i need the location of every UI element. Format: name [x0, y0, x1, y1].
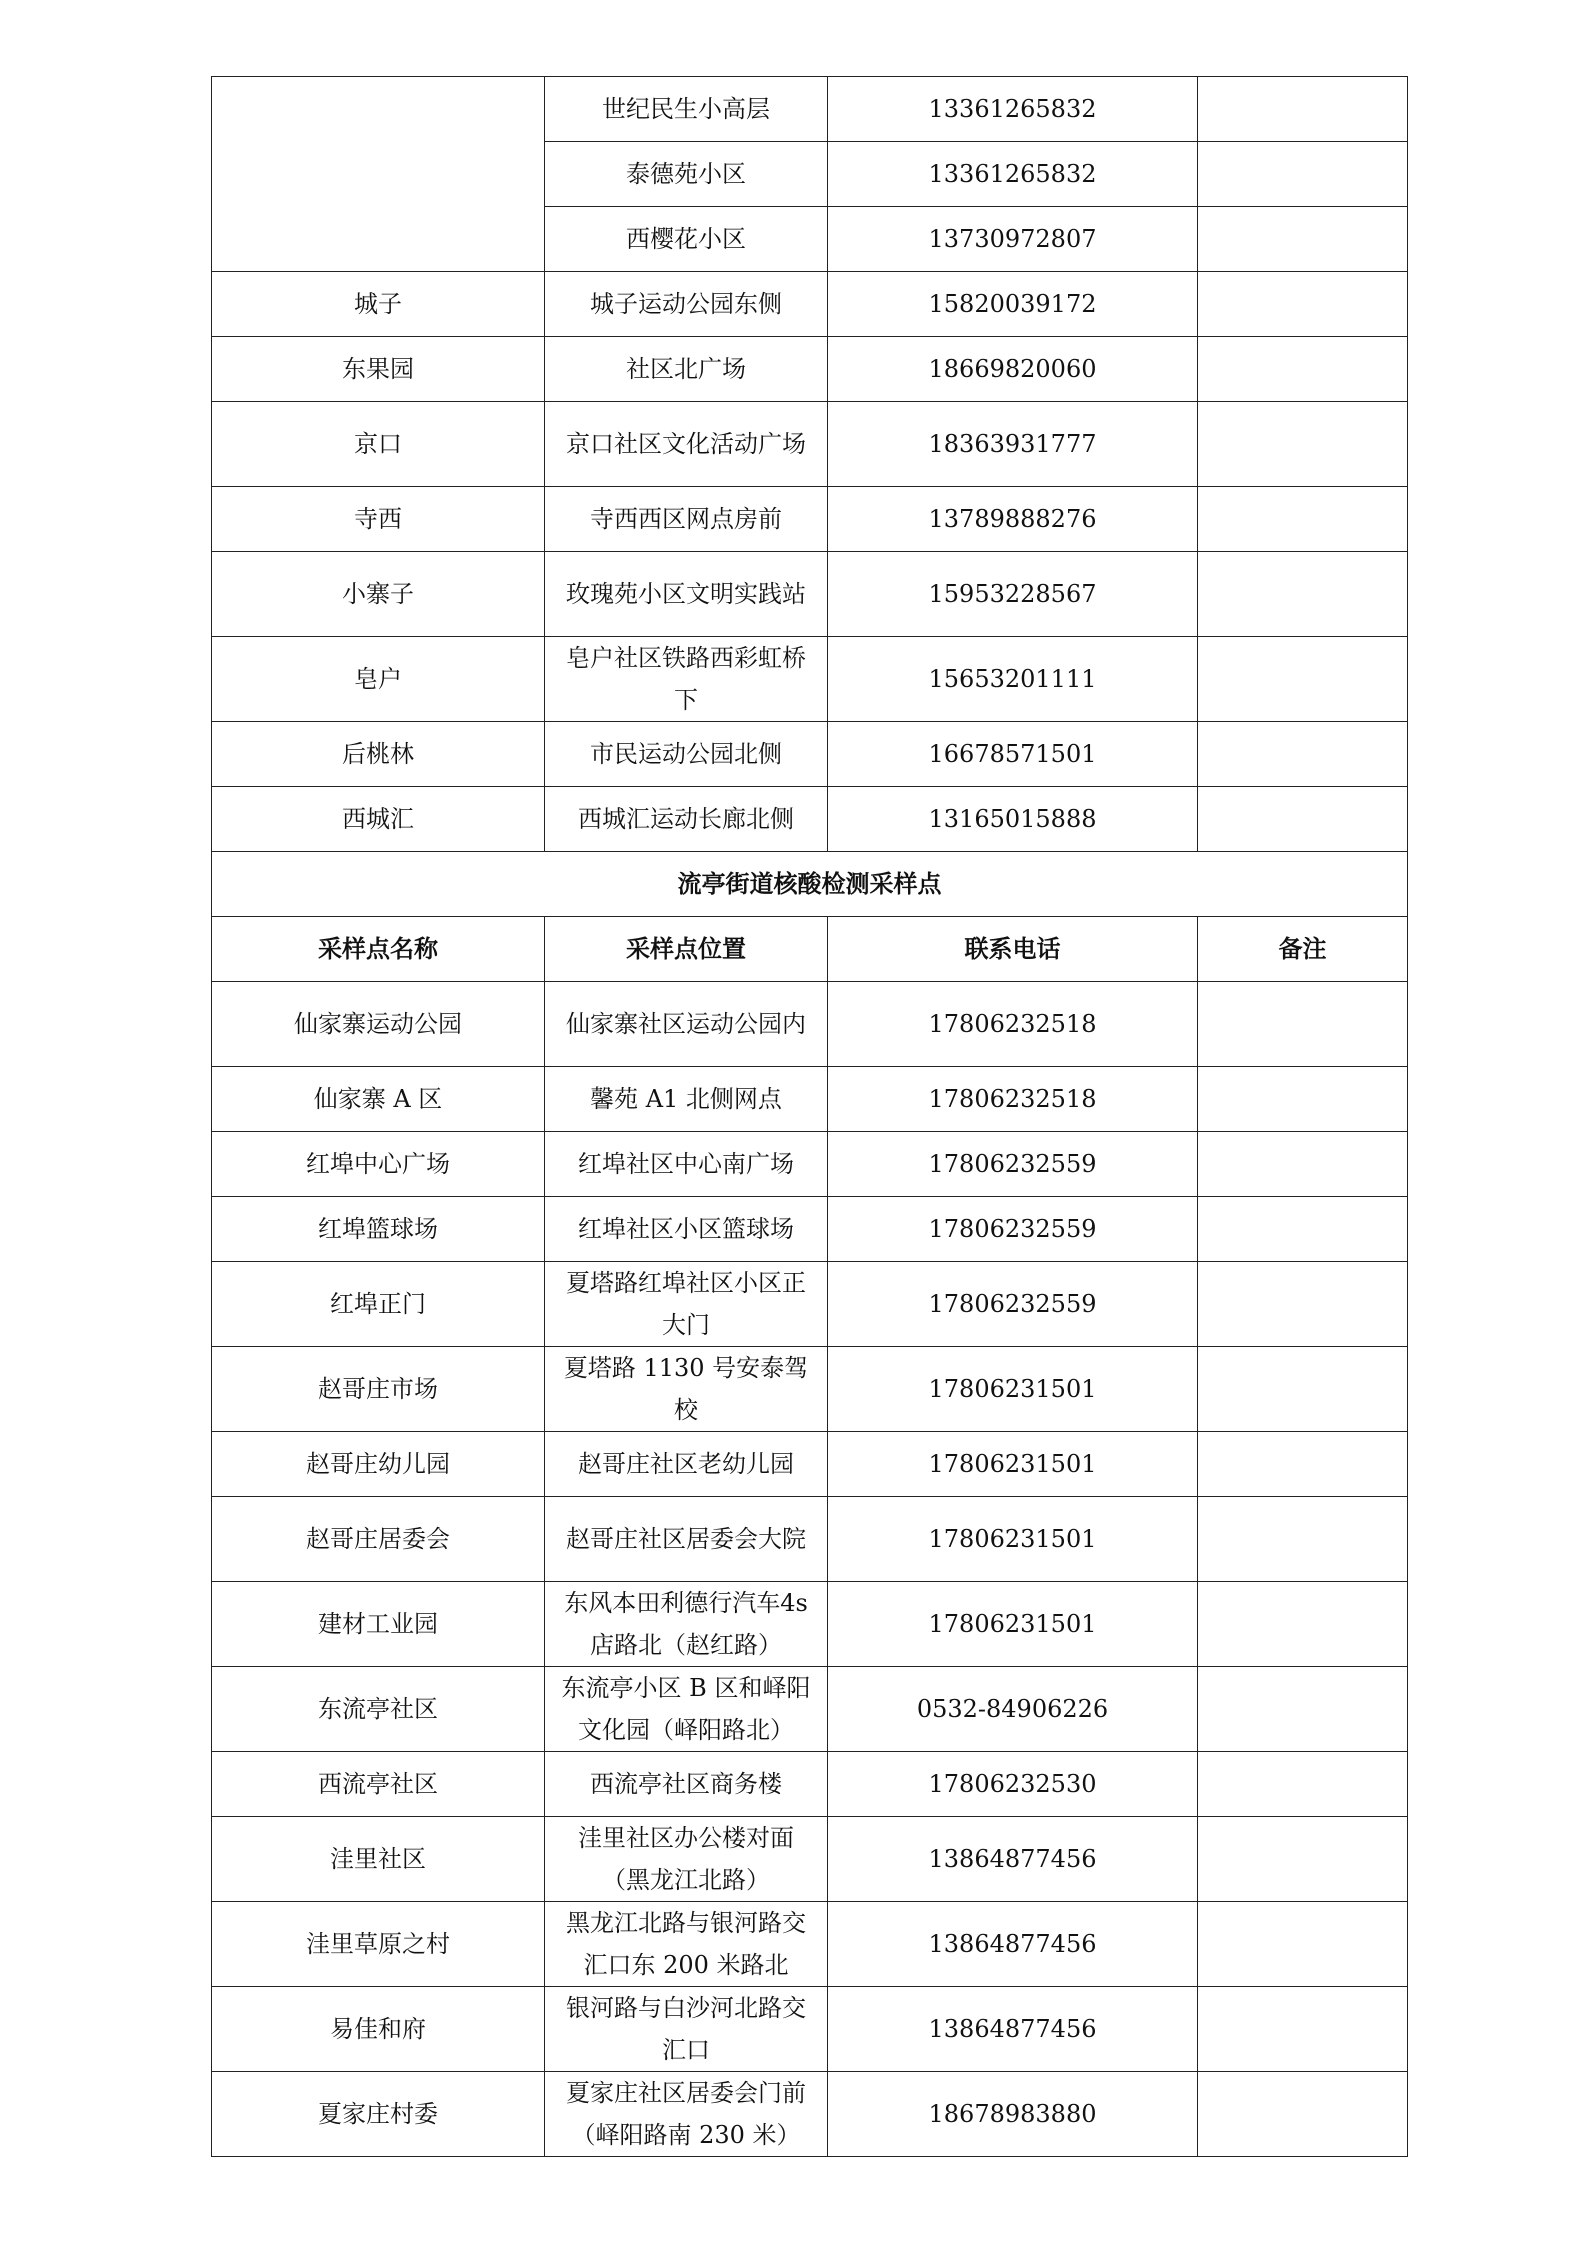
phone-cell: 17806232530 [828, 1752, 1198, 1817]
note-cell [1198, 337, 1408, 402]
phone-cell: 18363931777 [828, 402, 1198, 487]
note-cell [1198, 1347, 1408, 1432]
name-cell: 仙家寨 A 区 [212, 1067, 545, 1132]
location-cell: 皂户社区铁路西彩虹桥下 [545, 637, 828, 722]
phone-cell: 13165015888 [828, 787, 1198, 852]
phone-cell: 13864877456 [828, 1817, 1198, 1902]
location-cell: 寺西西区网点房前 [545, 487, 828, 552]
table-row [212, 1817, 1408, 1902]
phone-cell: 15653201111 [828, 637, 1198, 722]
name-cell: 红埠正门 [212, 1262, 545, 1347]
phone-cell: 17806231501 [828, 1347, 1198, 1432]
note-cell [1198, 1902, 1408, 1987]
name-cell: 城子 [212, 272, 545, 337]
phone-cell: 17806232518 [828, 982, 1198, 1067]
table-row [212, 1432, 1408, 1497]
location-cell: 黑龙江北路与银河路交汇口东 200 米路北 [545, 1902, 828, 1987]
table-row [212, 1987, 1408, 2072]
table-row [212, 1067, 1408, 1132]
location-cell: 京口社区文化活动广场 [545, 402, 828, 487]
name-cell [212, 77, 545, 272]
name-cell: 东果园 [212, 337, 545, 402]
note-cell [1198, 1497, 1408, 1582]
note-cell [1198, 207, 1408, 272]
phone-cell: 17806231501 [828, 1582, 1198, 1667]
phone-cell: 15820039172 [828, 272, 1198, 337]
location-cell: 洼里社区办公楼对面（黑龙江北路） [545, 1817, 828, 1902]
table-row [212, 1132, 1408, 1197]
note-cell [1198, 1197, 1408, 1262]
table-row [212, 77, 1408, 142]
note-cell [1198, 1582, 1408, 1667]
header-row [212, 917, 1408, 982]
location-cell: 市民运动公园北侧 [545, 722, 828, 787]
note-cell [1198, 402, 1408, 487]
location-cell: 馨苑 A1 北侧网点 [545, 1067, 828, 1132]
table-row [212, 552, 1408, 637]
table-row [212, 487, 1408, 552]
note-cell [1198, 1667, 1408, 1752]
note-cell [1198, 982, 1408, 1067]
location-cell: 社区北广场 [545, 337, 828, 402]
name-cell: 京口 [212, 402, 545, 487]
phone-cell: 17806231501 [828, 1497, 1198, 1582]
location-cell: 红埠社区中心南广场 [545, 1132, 828, 1197]
table-row [212, 1497, 1408, 1582]
header-note: 备注 [1198, 917, 1408, 982]
location-cell: 泰德苑小区 [545, 142, 828, 207]
table-row [212, 722, 1408, 787]
location-cell: 城子运动公园东侧 [545, 272, 828, 337]
location-cell: 赵哥庄社区老幼儿园 [545, 1432, 828, 1497]
phone-cell: 17806232518 [828, 1067, 1198, 1132]
location-cell: 夏塔路红埠社区小区正大门 [545, 1262, 828, 1347]
phone-cell: 13730972807 [828, 207, 1198, 272]
table-row [212, 1752, 1408, 1817]
location-cell: 红埠社区小区篮球场 [545, 1197, 828, 1262]
location-cell: 赵哥庄社区居委会大院 [545, 1497, 828, 1582]
table-row [212, 1667, 1408, 1752]
note-cell [1198, 1132, 1408, 1197]
name-cell: 仙家寨运动公园 [212, 982, 545, 1067]
section-title-row [212, 852, 1408, 917]
location-cell: 玫瑰苑小区文明实践站 [545, 552, 828, 637]
note-cell [1198, 272, 1408, 337]
phone-cell: 13361265832 [828, 77, 1198, 142]
section-title: 流亭街道核酸检测采样点 [212, 852, 1408, 917]
name-cell: 西流亭社区 [212, 1752, 545, 1817]
name-cell: 赵哥庄幼儿园 [212, 1432, 545, 1497]
name-cell: 皂户 [212, 637, 545, 722]
note-cell [1198, 1987, 1408, 2072]
phone-cell: 17806231501 [828, 1432, 1198, 1497]
phone-cell: 17806232559 [828, 1132, 1198, 1197]
location-cell: 西城汇运动长廊北侧 [545, 787, 828, 852]
table-row [212, 337, 1408, 402]
location-cell: 世纪民生小高层 [545, 77, 828, 142]
note-cell [1198, 1752, 1408, 1817]
note-cell [1198, 787, 1408, 852]
name-cell: 易佳和府 [212, 1987, 545, 2072]
location-cell: 东风本田利德行汽车4s 店路北（赵红路） [545, 1582, 828, 1667]
name-cell: 建材工业园 [212, 1582, 545, 1667]
table-row [212, 1197, 1408, 1262]
location-cell: 夏家庄社区居委会门前（峄阳路南 230 米） [545, 2072, 828, 2157]
sampling-points-table [211, 76, 1408, 2157]
phone-cell: 18678983880 [828, 2072, 1198, 2157]
name-cell: 后桃林 [212, 722, 545, 787]
phone-cell: 13864877456 [828, 1902, 1198, 1987]
phone-cell: 16678571501 [828, 722, 1198, 787]
table-row [212, 402, 1408, 487]
name-cell: 寺西 [212, 487, 545, 552]
name-cell: 洼里社区 [212, 1817, 545, 1902]
table-row [212, 1582, 1408, 1667]
note-cell [1198, 722, 1408, 787]
note-cell [1198, 637, 1408, 722]
note-cell [1198, 1432, 1408, 1497]
phone-cell: 0532-84906226 [828, 1667, 1198, 1752]
location-cell: 西樱花小区 [545, 207, 828, 272]
phone-cell: 17806232559 [828, 1262, 1198, 1347]
table-row [212, 1262, 1408, 1347]
header-location: 采样点位置 [545, 917, 828, 982]
location-cell: 银河路与白沙河北路交汇口 [545, 1987, 828, 2072]
name-cell: 小寨子 [212, 552, 545, 637]
phone-cell: 15953228567 [828, 552, 1198, 637]
location-cell: 仙家寨社区运动公园内 [545, 982, 828, 1067]
name-cell: 赵哥庄市场 [212, 1347, 545, 1432]
name-cell: 洼里草原之村 [212, 1902, 545, 1987]
name-cell: 西城汇 [212, 787, 545, 852]
note-cell [1198, 1067, 1408, 1132]
table-row [212, 2072, 1408, 2157]
location-cell: 东流亭小区 B 区和峄阳文化园（峄阳路北） [545, 1667, 828, 1752]
phone-cell: 13864877456 [828, 1987, 1198, 2072]
table-row [212, 1347, 1408, 1432]
note-cell [1198, 77, 1408, 142]
table-row [212, 982, 1408, 1067]
name-cell: 东流亭社区 [212, 1667, 545, 1752]
header-phone: 联系电话 [828, 917, 1198, 982]
table-row [212, 1902, 1408, 1987]
phone-cell: 13789888276 [828, 487, 1198, 552]
note-cell [1198, 2072, 1408, 2157]
note-cell [1198, 552, 1408, 637]
table-row [212, 787, 1408, 852]
phone-cell: 13361265832 [828, 142, 1198, 207]
name-cell: 赵哥庄居委会 [212, 1497, 545, 1582]
location-cell: 夏塔路 1130 号安泰驾校 [545, 1347, 828, 1432]
header-name: 采样点名称 [212, 917, 545, 982]
table-row [212, 637, 1408, 722]
note-cell [1198, 1262, 1408, 1347]
location-cell: 西流亭社区商务楼 [545, 1752, 828, 1817]
table-row [212, 272, 1408, 337]
name-cell: 红埠中心广场 [212, 1132, 545, 1197]
name-cell: 红埠篮球场 [212, 1197, 545, 1262]
phone-cell: 18669820060 [828, 337, 1198, 402]
name-cell: 夏家庄村委 [212, 2072, 545, 2157]
note-cell [1198, 142, 1408, 207]
note-cell [1198, 487, 1408, 552]
note-cell [1198, 1817, 1408, 1902]
phone-cell: 17806232559 [828, 1197, 1198, 1262]
